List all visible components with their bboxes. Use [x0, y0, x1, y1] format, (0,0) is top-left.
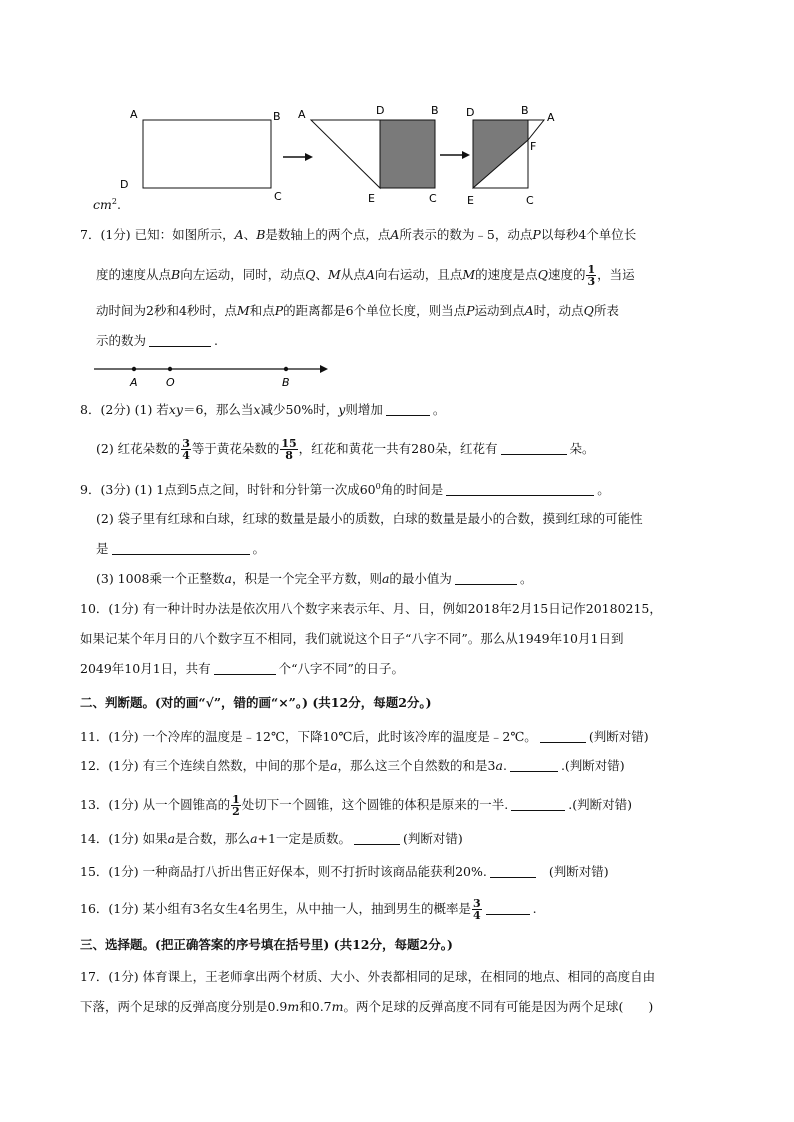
- q16: 16．(1分) 某小组有3名女生4名男生，从中抽一人，抽到男生的概率是 $\frac{3}{4}$ .: [80, 897, 537, 922]
- q13-answer-blank[interactable]: [511, 797, 565, 811]
- q10-line-1: 10．(1分) 有一种计时办法是依次用八个数字来表示年、月、日，例如2018年2月15日记作20180215，: [80, 601, 662, 616]
- rect3-label-d: D: [466, 106, 475, 119]
- q12-answer-blank[interactable]: [510, 758, 558, 772]
- rect1-label-c: C: [274, 190, 282, 203]
- rect1-label-d: D: [120, 178, 129, 191]
- point-b: [284, 367, 288, 371]
- q11-answer-blank[interactable]: [540, 729, 586, 743]
- q13: 13．(1分) 从一个圆锥高的 $\frac{1}{2}$ 处切下一个圆锥，这个圆锥的体积是原来的一半. .(判断对错): [80, 793, 632, 818]
- point-b-label: B: [282, 376, 290, 389]
- q9-1-answer-blank[interactable]: [446, 482, 594, 496]
- q9-line-1: 9．(3分) (1) 1点到5点之间，时针和分针第一次成$60^0$角的时间是 。: [80, 482, 610, 498]
- q17-line-1: 17．(1分) 体育课上，王老师拿出两个材质、大小、外表都相同的足球，在相同的地点、相同的高度自由: [80, 969, 656, 984]
- rect3-label-a: A: [547, 111, 555, 124]
- arrow-1-head: [305, 153, 313, 161]
- q7-answer-blank[interactable]: [149, 333, 211, 347]
- rect1-label-b: B: [273, 110, 281, 123]
- q8-2-answer-blank[interactable]: [501, 441, 567, 455]
- section-3-heading: 三、选择题。(把正确答案的序号填在括号里) (共12分，每题2分。): [80, 937, 453, 952]
- q17-line-2: 下落，两个足球的反弹高度分别是0.9m和0.7m。两个足球的反弹高度不同有可能是因为两个足球( ): [80, 999, 654, 1014]
- q9-2-answer-blank[interactable]: [112, 541, 250, 555]
- rect2-label-b: B: [431, 104, 439, 117]
- q15: 15．(1分) 一种商品打八折出售正好保本，则不打折时该商品能获利20%. (判断对错): [80, 864, 609, 879]
- rect2-shaded: [380, 120, 435, 188]
- fraction-15-8: $\frac{15}{8}$: [281, 437, 297, 462]
- fraction-3-4-b: $\frac{3}{4}$: [473, 897, 481, 922]
- q10-line-2: 如果记某个年月日的八个数字互不相同，我们就说这个日子“八字不同”。那么从1949年10月1日到: [80, 631, 624, 646]
- point-o-label: O: [166, 376, 175, 389]
- rect3-label-c: C: [526, 194, 534, 207]
- q9-line-3: 是 。: [96, 541, 266, 556]
- q12: 12．(1分) 有三个连续自然数，中间的那个是a，那么这三个自然数的和是3a. .(判断对错): [80, 758, 625, 773]
- fraction-3-4: $\frac{3}{4}$: [182, 437, 190, 462]
- q9-line-4: (3) 1008乘一个正整数a，积是一个完全平方数，则a的最小值为 。: [96, 571, 533, 586]
- rect3-label-e: E: [467, 194, 474, 207]
- q10-line-3: 2049年10月1日，共有 个“八字不同”的日子。: [80, 661, 404, 676]
- q14-answer-blank[interactable]: [354, 831, 400, 845]
- rect3-label-b: B: [521, 104, 529, 117]
- q9-3-answer-blank[interactable]: [455, 571, 517, 585]
- number-line: [92, 360, 332, 390]
- geometry-figures: [90, 100, 560, 210]
- rect1-label-a: A: [130, 108, 138, 121]
- q7-line-2: 度的速度从点B向左运动，同时，动点Q、M从点A向右运动，且点M的速度是点Q速度的 $\frac{1}{3}$ ，当运: [96, 263, 635, 288]
- rect3-shaded: [473, 120, 528, 188]
- fraction-1-2: $\frac{1}{2}$: [232, 793, 240, 818]
- rect2-label-c: C: [429, 192, 437, 205]
- rect3-triangle: [528, 120, 544, 140]
- q8-1-answer-blank[interactable]: [386, 402, 430, 416]
- q8-line-2: (2) 红花朵数的 $\frac{3}{4}$ 等于黄花朵数的 $\frac{15}{8}$ ，红花和黄花一共有280朵，红花有 朵。: [96, 437, 595, 462]
- rect2-triangle: [311, 120, 380, 188]
- section-2-heading: 二、判断题。(对的画“√”，错的画“×”。) (共12分，每题2分。): [80, 695, 432, 710]
- q7-line-4: 示的数为 .: [96, 333, 218, 348]
- q7-line-1: 7．(1分) 已知：如图所示，A、B是数轴上的两个点，点A所表示的数为﹣5，动点P以每秒4个单位长: [80, 227, 637, 242]
- point-a-label: A: [130, 376, 138, 389]
- fraction-1-3: $\frac{1}{3}$: [587, 263, 596, 288]
- point-o: [168, 367, 172, 371]
- point-a: [132, 367, 136, 371]
- rect3-label-f: F: [530, 140, 537, 153]
- rect2-label-e: E: [368, 192, 375, 205]
- rect2-label-d: D: [376, 104, 385, 117]
- q15-answer-blank[interactable]: [490, 864, 536, 878]
- q14: 14．(1分) 如果a是合数，那么a+1一定是质数。 (判断对错): [80, 831, 463, 846]
- q9-line-2: (2) 袋子里有红球和白球，红球的数量是最小的质数，白球的数量是最小的合数，摸到红球的可能性: [96, 511, 643, 526]
- q10-answer-blank[interactable]: [214, 661, 276, 675]
- number-line-arrow: [320, 365, 328, 373]
- rect-abcd: [143, 120, 271, 188]
- q16-answer-blank[interactable]: [486, 901, 530, 915]
- area-unit: $cm^2$.: [93, 197, 121, 213]
- q11: 11．(1分) 一个冷库的温度是﹣12℃，下降10℃后，此时该冷库的温度是﹣2℃。 (判断对错): [80, 729, 649, 744]
- q7-line-3: 动时间为2秒和4秒时，点M和点P的距离都是6个单位长度，则当点P运动到点A时，动点Q所表: [96, 303, 619, 318]
- arrow-2-head: [462, 151, 470, 159]
- q8-line-1: 8．(2分) (1) 若xy＝6，那么当x减少50%时，y则增加 。: [80, 402, 446, 417]
- rect2-label-a: A: [298, 108, 306, 121]
